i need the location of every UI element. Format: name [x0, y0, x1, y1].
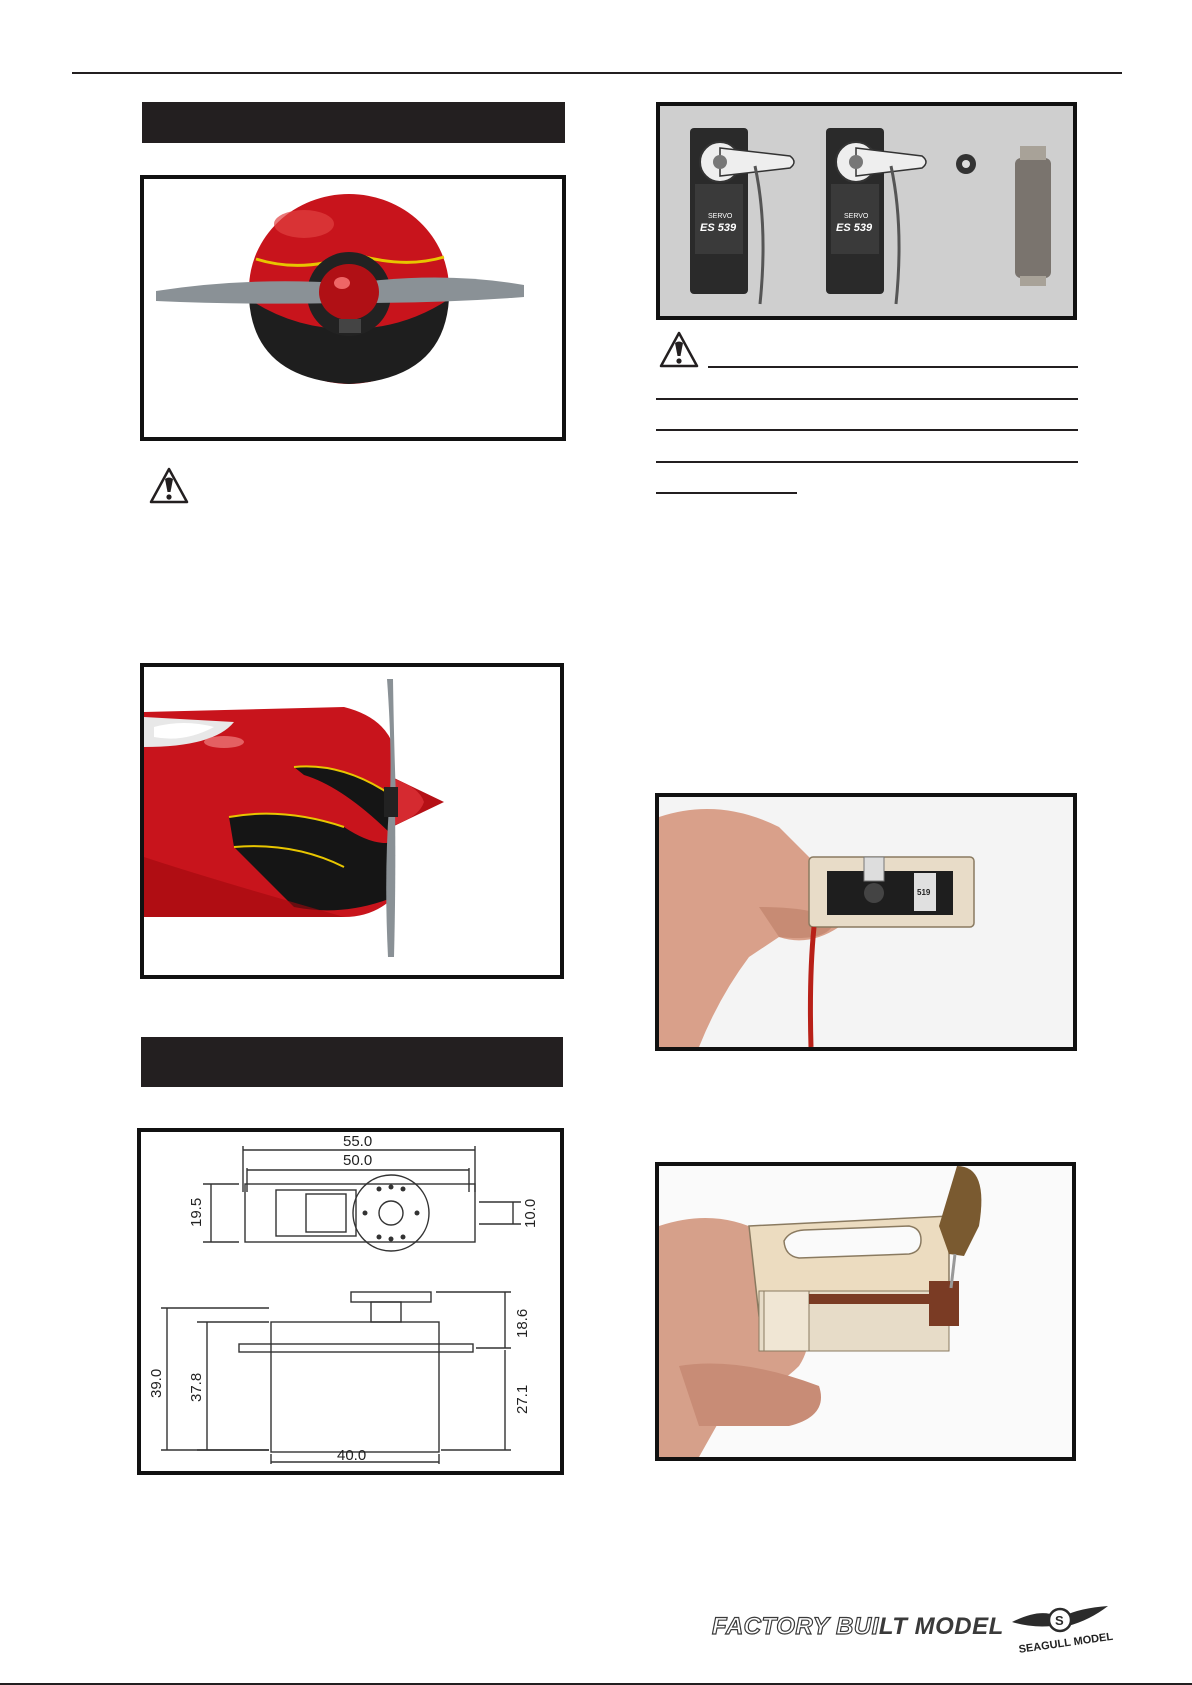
dim-horn-height: 18.6 [514, 1308, 531, 1338]
logo-text: SEAGULL MODEL [1018, 1630, 1114, 1656]
dim-total-height: 39.0 [148, 1368, 165, 1398]
section-banner-2 [141, 1037, 563, 1087]
servo-dimension-drawing [137, 1128, 564, 1475]
photo-servo-tray-hand [655, 793, 1077, 1051]
dim-body-height: 37.8 [188, 1372, 205, 1402]
dim-overall-length: 55.0 [343, 1133, 373, 1150]
dim-tab-height: 10.0 [522, 1198, 539, 1228]
svg-text:ES 539: ES 539 [700, 222, 737, 234]
seagull-logo [1010, 1600, 1114, 1660]
underline-5 [656, 492, 797, 494]
svg-text:SERVO: SERVO [844, 213, 869, 220]
footer-brand: FACTORY BUILT MODEL [712, 1613, 1004, 1640]
dim-body-width: 40.0 [337, 1447, 367, 1464]
warning-icon [148, 466, 190, 506]
dim-top-height: 19.5 [188, 1197, 205, 1227]
dim-mount-spacing: 50.0 [343, 1152, 373, 1169]
photo-cowl-front [140, 175, 566, 441]
svg-text:SERVO: SERVO [708, 213, 733, 220]
underline-4 [656, 461, 1078, 463]
photo-tray-screwdriver [655, 1162, 1076, 1461]
header-rule [72, 72, 1122, 74]
underline-2 [656, 398, 1078, 400]
servo-model-label: 519 [917, 888, 931, 897]
warning-icon [658, 330, 700, 370]
underline-3 [656, 429, 1078, 431]
dim-lower-height: 27.1 [514, 1384, 531, 1414]
svg-text:ES 539: ES 539 [836, 222, 873, 234]
underline-1 [708, 366, 1078, 368]
photo-servos-kit [656, 102, 1077, 320]
section-banner-1 [142, 102, 565, 143]
photo-cowl-side [140, 663, 564, 979]
svg-text:S: S [1055, 1613, 1064, 1628]
